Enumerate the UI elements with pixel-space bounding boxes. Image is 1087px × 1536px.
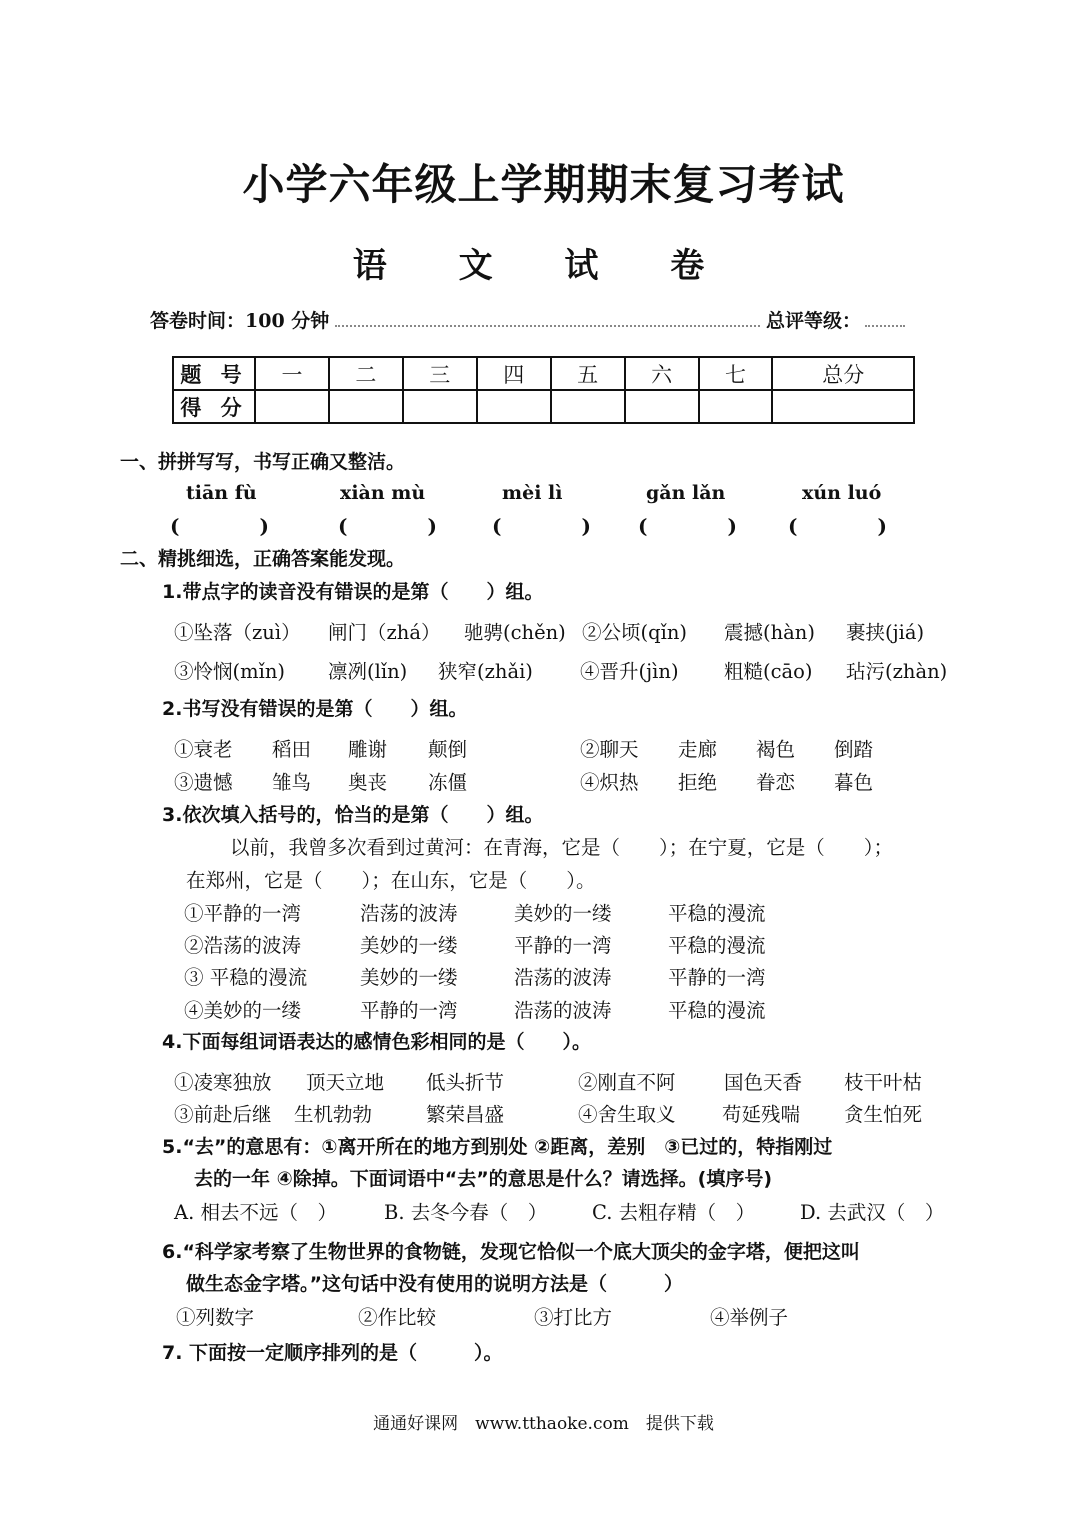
score-table-score-row — [173, 390, 914, 423]
q2-word: 奥丧 — [348, 771, 388, 794]
q4-stem: 4.下面每组词语表达的感情色彩相同的是（ ）。 — [162, 1031, 591, 1053]
q4-idiom: 繁荣昌盛 — [426, 1103, 505, 1126]
q3-phrase: 美妙的一缕 — [360, 934, 458, 957]
q4-idiom: 枝干叶枯 — [844, 1071, 923, 1094]
q1-option-word: ④晋升(jìn) — [580, 660, 679, 683]
score-col-3: 三 — [403, 357, 477, 390]
score-cell[interactable] — [625, 390, 699, 423]
q1-option-word: 凛冽(lǐn) — [328, 660, 408, 683]
q1-option-word: 玷污(zhàn) — [846, 660, 948, 683]
q5-stem-line2: 去的一年 ④除掉。下面词语中“去”的意思是什么？请选择。(填序号) — [194, 1168, 773, 1190]
score-cell[interactable] — [255, 390, 329, 423]
q2-word: 暮色 — [834, 771, 874, 794]
answer-bracket[interactable]: ( ) — [638, 514, 737, 538]
score-col-6: 六 — [625, 357, 699, 390]
q2-word: 雏鸟 — [272, 771, 312, 794]
question-number-label: 题 号 — [173, 357, 255, 390]
q1-option-word: 狭窄(zhǎi) — [438, 660, 533, 683]
q3-phrase: ③ 平稳的漫流 — [184, 966, 308, 989]
page-footer: 通通好课网 www.tthaoke.com 提供下载 — [373, 1414, 714, 1434]
exam-info-line — [150, 306, 905, 333]
q5-option: B. 去冬今春（ ） — [384, 1201, 548, 1224]
q2-word: 走廊 — [678, 738, 718, 761]
q3-phrase: 平稳的漫流 — [668, 999, 766, 1022]
q4-idiom: 国色天香 — [724, 1071, 803, 1094]
q3-phrase: 平静的一湾 — [668, 966, 766, 989]
q4-idiom: 生机勃勃 — [294, 1103, 373, 1126]
pinyin-item: xiàn mù — [340, 482, 426, 504]
q3-phrase: ②浩荡的波涛 — [184, 934, 302, 957]
answer-bracket[interactable]: ( ) — [170, 514, 269, 538]
q2-word: ②聊天 — [580, 738, 639, 761]
score-col-total: 总分 — [772, 357, 914, 390]
pinyin-item: xún luó — [802, 482, 882, 504]
page-subtitle: 语 文 试 卷 — [352, 246, 735, 286]
q4-idiom: ①凌寒独放 — [174, 1071, 272, 1094]
q3-phrase: 浩荡的波涛 — [514, 999, 612, 1022]
q3-phrase: 美妙的一缕 — [514, 902, 612, 925]
q2-word: 眷恋 — [756, 771, 796, 794]
score-cell[interactable] — [403, 390, 477, 423]
score-table-header-row — [173, 357, 914, 390]
q2-word: ③遗憾 — [174, 771, 233, 794]
q3-phrase: 浩荡的波涛 — [360, 902, 458, 925]
score-col-1: 一 — [255, 357, 329, 390]
q3-passage-line2: 在郑州，它是（ ）；在山东，它是（ ）。 — [186, 869, 596, 892]
q3-phrase: 浩荡的波涛 — [514, 966, 612, 989]
exam-time: 答卷时间：100 分钟 — [150, 310, 330, 332]
overall-grade-label: 总评等级： — [765, 310, 861, 332]
q3-phrase: ①平静的一湾 — [184, 902, 302, 925]
q4-idiom: 顶天立地 — [306, 1071, 385, 1094]
q4-idiom: ②刚直不阿 — [578, 1071, 676, 1094]
q5-option: D. 去武汉（ ） — [800, 1201, 945, 1224]
section2-heading: 二、精挑细选，正确答案能发现。 — [120, 548, 406, 570]
q1-option-word: ②公顷(qǐn) — [582, 621, 687, 644]
q6-option: ④举例子 — [710, 1306, 789, 1329]
q1-option-word: 震撼(hàn) — [724, 621, 815, 644]
answer-bracket[interactable]: ( ) — [492, 514, 591, 538]
score-cell[interactable] — [551, 390, 625, 423]
q2-word: ①衰老 — [174, 738, 233, 761]
score-col-7: 七 — [699, 357, 773, 390]
score-col-5: 五 — [551, 357, 625, 390]
q5-stem-line1: 5.“去”的意思有：①离开所在的地方到别处 ②距离，差别 ③已过的，特指刚过 — [162, 1136, 833, 1158]
q4-idiom: ④舍生取义 — [578, 1103, 676, 1126]
score-table — [172, 356, 915, 424]
q1-option-word: ③怜悯(mǐn) — [174, 660, 286, 683]
score-label: 得 分 — [173, 390, 255, 423]
q4-idiom: 苟延残喘 — [722, 1103, 801, 1126]
pinyin-item: gǎn lǎn — [646, 482, 726, 504]
q3-phrase: ④美妙的一缕 — [184, 999, 302, 1022]
q1-option-word: ①坠落（zuì） — [174, 621, 301, 644]
pinyin-item: mèi lì — [502, 482, 563, 504]
score-col-4: 四 — [477, 357, 551, 390]
q1-option-word: 裹挟(jiá) — [846, 621, 925, 644]
q1-option-word: 粗糙(cāo) — [724, 660, 813, 683]
q2-word: 雕谢 — [348, 738, 388, 761]
q1-stem: 1.带点字的读音没有错误的是第（ ）组。 — [162, 581, 544, 603]
q2-word: 拒绝 — [678, 771, 718, 794]
answer-bracket[interactable]: ( ) — [338, 514, 437, 538]
dotted-leader — [335, 324, 760, 327]
q6-stem-line2: 做生态金字塔。”这句话中没有使用的说明方法是（ ） — [186, 1273, 683, 1295]
q2-stem: 2.书写没有错误的是第（ ）组。 — [162, 698, 468, 720]
q3-passage-line1: 以前，我曾多次看到过黄河：在青海，它是（ ）；在宁夏，它是（ ）； — [230, 836, 894, 859]
q4-idiom: ③前赴后继 — [174, 1103, 272, 1126]
q6-option: ①列数字 — [176, 1306, 255, 1329]
q5-option: A. 相去不远（ ） — [174, 1201, 337, 1224]
q2-word: 褐色 — [756, 738, 796, 761]
grade-blank — [865, 324, 905, 327]
q1-option-word: 闸门（zhá） — [328, 621, 441, 644]
score-cell[interactable] — [772, 390, 914, 423]
q4-idiom: 低头折节 — [426, 1071, 505, 1094]
page-title: 小学六年级上学期期末复习考试 — [242, 160, 845, 209]
q2-word: 稻田 — [272, 738, 312, 761]
q2-word: ④炽热 — [580, 771, 639, 794]
section1-heading: 一、拼拼写写，书写正确又整洁。 — [120, 451, 406, 473]
q6-option: ③打比方 — [534, 1306, 613, 1329]
q1-option-word: 驰骋(chěn) — [464, 621, 566, 644]
q2-word: 冻僵 — [428, 771, 468, 794]
q4-idiom: 贪生怕死 — [844, 1103, 923, 1126]
q2-word: 倒踏 — [834, 738, 874, 761]
score-cell[interactable] — [477, 390, 551, 423]
score-col-2: 二 — [329, 357, 403, 390]
q3-phrase: 平静的一湾 — [360, 999, 458, 1022]
q3-phrase: 平稳的漫流 — [668, 934, 766, 957]
q6-option: ②作比较 — [358, 1306, 437, 1329]
score-cell[interactable] — [329, 390, 403, 423]
q6-stem-line1: 6.“科学家考察了生物世界的食物链，发现它恰似一个底大顶尖的金字塔，便把这叫 — [162, 1241, 860, 1263]
q3-phrase: 美妙的一缕 — [360, 966, 458, 989]
score-cell[interactable] — [699, 390, 773, 423]
q7-stem: 7. 下面按一定顺序排列的是（ ）。 — [162, 1342, 503, 1364]
q5-option: C. 去粗存精（ ） — [592, 1201, 756, 1224]
answer-bracket[interactable]: ( ) — [788, 514, 887, 538]
q3-phrase: 平稳的漫流 — [668, 902, 766, 925]
q2-word: 颠倒 — [428, 738, 468, 761]
pinyin-item: tiān fù — [186, 482, 257, 504]
q3-stem: 3.依次填入括号的，恰当的是第（ ）组。 — [162, 804, 544, 826]
q3-phrase: 平静的一湾 — [514, 934, 612, 957]
